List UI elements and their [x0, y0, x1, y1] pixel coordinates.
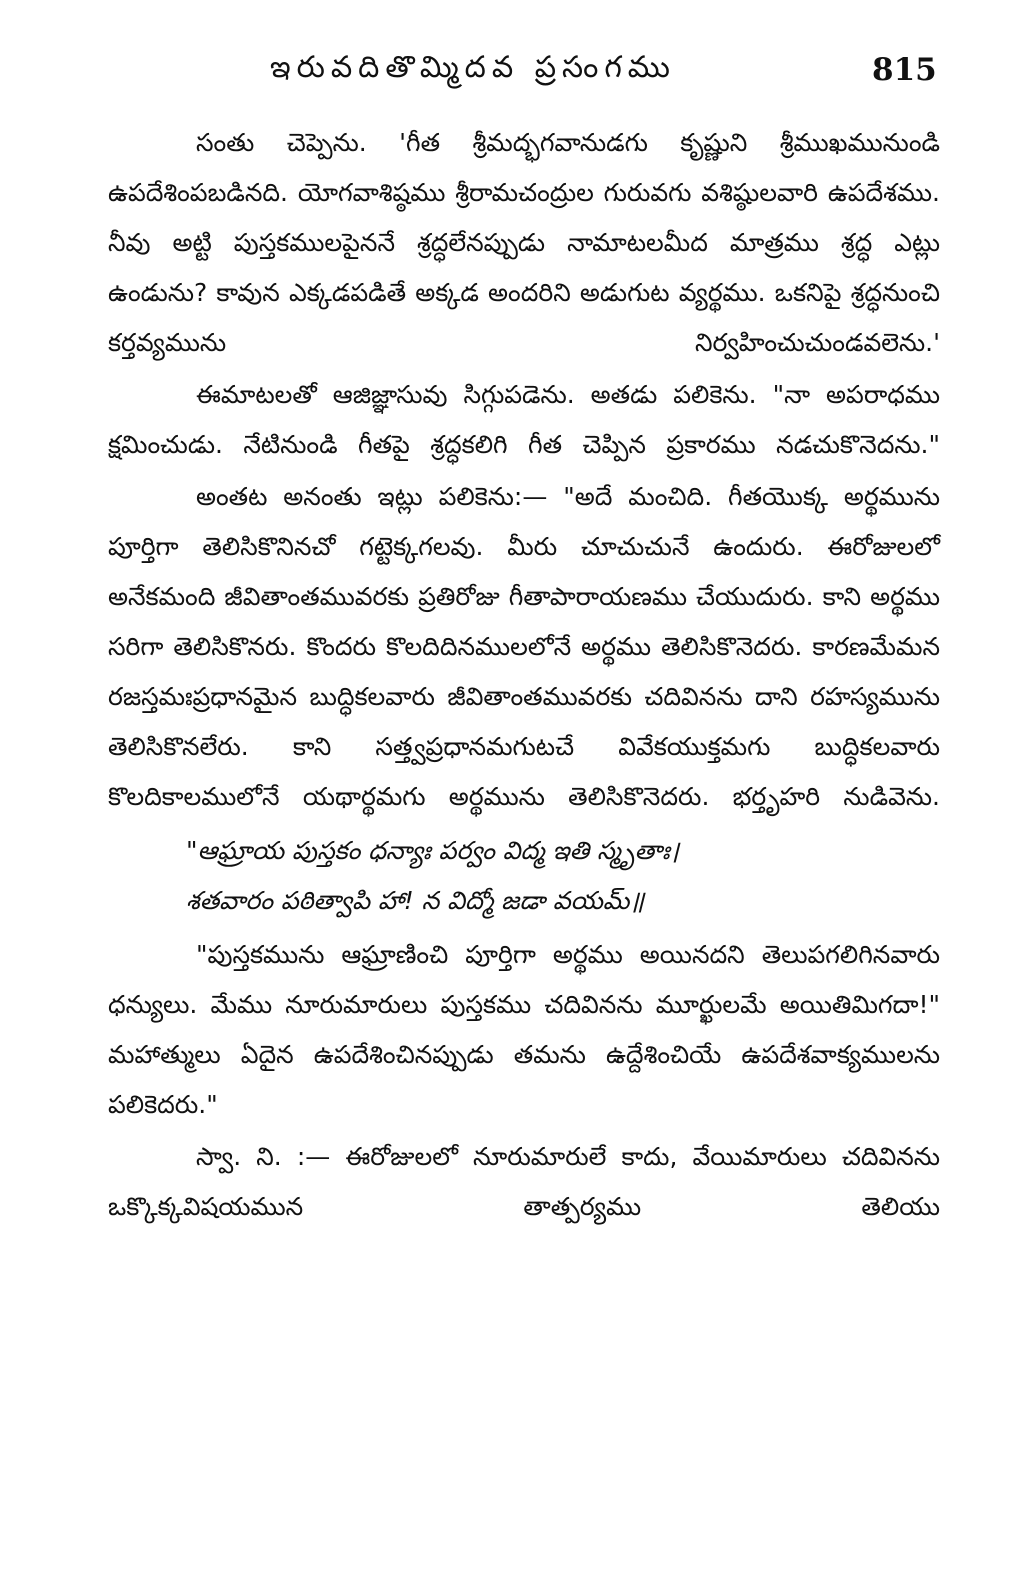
sanskrit-verse [108, 826, 940, 926]
page-body [108, 118, 940, 1234]
paragraph-5: స్వా. ని. :— ఈరోజులలో నూరుమారులే కాదు, వేయిమారులు చదివినను ఒక్కొక్కవిషయమున తాత్పర్యము తెలియు [108, 1142, 940, 1221]
page-number: 815 [872, 52, 937, 88]
running-head-title: ఇరువదితొమ్మిదవ ప్రసంగము [270, 50, 676, 85]
paragraph-3: అంతట అనంతు ఇట్లు పలికెను:— "అదే మంచిది. గీతయొక్క అర్థమును పూర్తిగా తెలిసికొనినచో గట్టెక్కగలవు. మీరు చూచుచునే ఉందురు. ఈరోజులలో అనేకమంది జీవితాంతమువరకు ప్రతిరోజు గీతాపారాయణము చేయుదురు. కాని అర్థము సరిగా తెలిసికొనరు. కొందరు కొలదిదినములలోనే అర్థము తెలిసికొనెదరు. కారణమేమన రజస్తమఃప్రధానమైన బుద్ధికలవారు జీవితాంతమువరకు చదివినను దాని రహస్యమును తెలిసికొనలేరు. కాని సత్త్వప్రధానమగుటచే వివేకయుక్తమగు బుద్ధికలవారు కొలదికాలములోనే యథార్థమగు అర్థమును తెలిసికొనెదరు. భర్తృహరి నుడివెను. [108, 482, 940, 811]
verse-line-1: "ఆఘ్రాయ పుస్తకం ధన్యాః పర్వం విద్మ ఇతి స్మృతాః। [186, 836, 680, 865]
paragraph-1: సంతు చెప్పెను. 'గీత శ్రీమద్భగవానుడగు కృష్ణుని శ్రీముఖమునుండి ఉపదేశింపబడినది. యోగవాశిష్ఠము శ్రీరామచంద్రుల గురువగు వశిష్ఠులవారి ఉపదేశము. నీవు అట్టి పుస్తకములపైననే శ్రద్ధలేనప్పుడు నామాటలమీద మాత్రము శ్రద్ధ ఎట్లు ఉండును? కావున ఎక్కడపడితే అక్కడ అందరిని అడుగుట వ్యర్థము. ఒకనిపై శ్రద్ధనుంచి కర్తవ్యమును నిర్వహించుచుండవలెను.' [108, 128, 940, 357]
paragraph-4: "పుస్తకమును ఆఘ్రాణించి పూర్తిగా అర్థము అయినదని తెలుపగలిగినవారు ధన్యులు. మేము నూరుమారులు పుస్తకము చదివినను మూర్ఖులమే అయితిమిగదా!" మహాత్ములు ఏదైన ఉపదేశించినప్పుడు తమను ఉద్దేశించియే ఉపదేశవాక్యములను పలికెదరు." [108, 940, 940, 1119]
verse-line-2: శతవారం పఠిత్వాపి హా! న విద్మో జడా వయమ్॥ [186, 886, 645, 915]
paragraph-2: ఈమాటలతో ఆజిజ్ఞాసువు సిగ్గుపడెను. అతడు పలికెను. "నా అపరాధము క్షమించుడు. నేటినుండి గీతపై శ్రద్ధకలిగి గీత చెప్పిన ప్రకారము నడచుకొనెదను." [108, 380, 940, 459]
